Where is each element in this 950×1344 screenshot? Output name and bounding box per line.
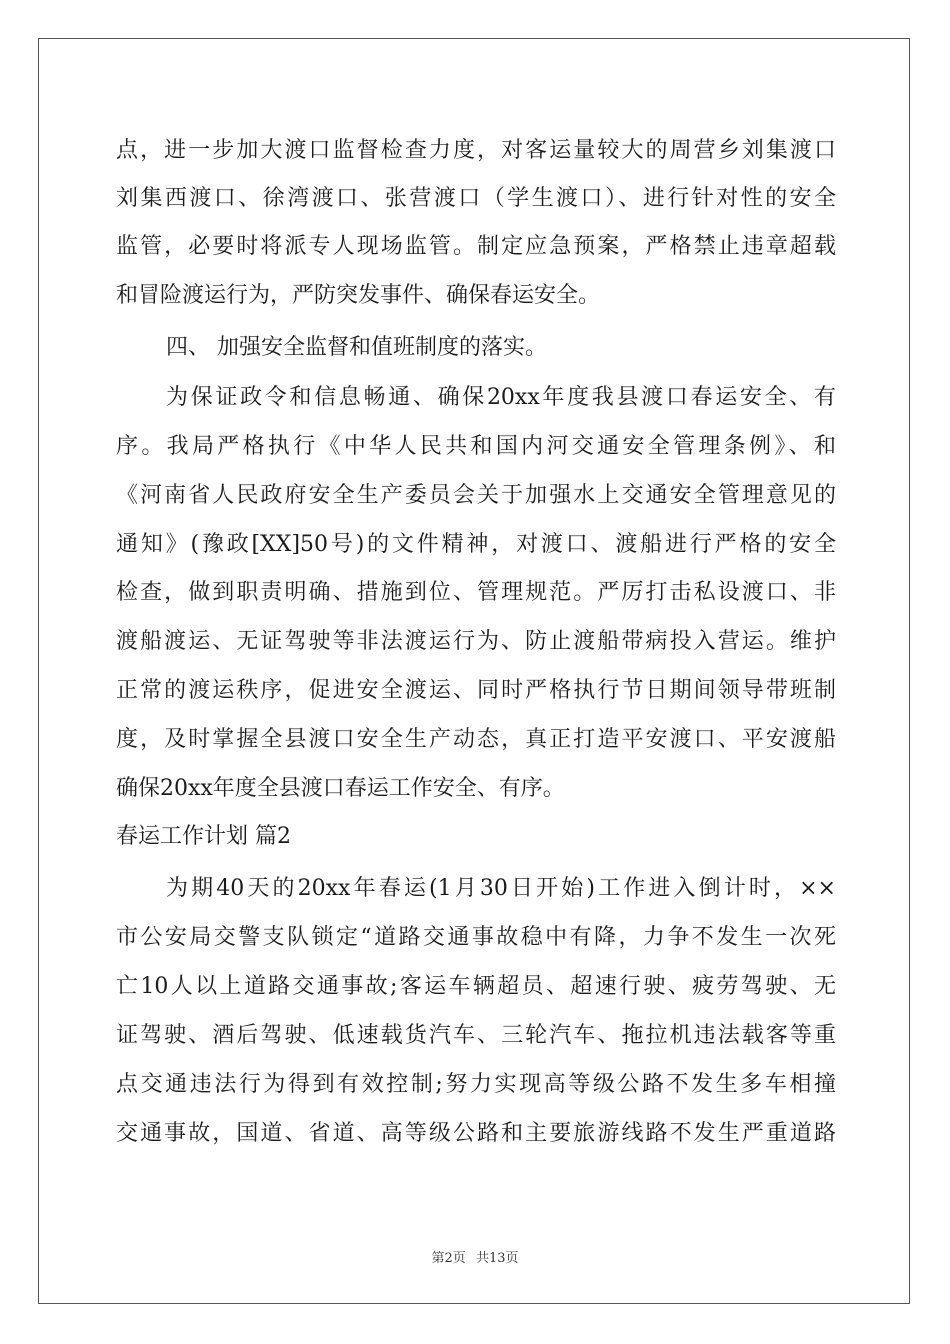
text-line: 点，进一步加大渡口监督检查力度，对客运量较大的周营乡刘集渡口 [116, 138, 836, 163]
text-line: 《河南省人民政府安全生产委员会关于加强水上交通安全管理意见的 [116, 483, 836, 508]
text-line: 为保证政令和信息畅通、确保20xx年度我县渡口春运安全、有 [166, 385, 836, 410]
text-line: 市公安局交警支队锁定“道路交通事故稳中有降，力争不发生一次死 [116, 925, 836, 950]
text-line: 检查，做到职责明确、措施到位、管理规范。严厉打击私设渡口、非 [116, 580, 836, 605]
text-line: 为期40天的20xx年春运(1月30日开始)工作进入倒计时，×× [166, 876, 836, 901]
text-line: 正常的渡运秩序，促进安全渡运、同时严格执行节日期间领导带班制 [116, 678, 836, 703]
page-number: 第2页 [431, 1251, 466, 1266]
text-line: 监管，必要时将派专人现场监管。制定应急预案，严格禁止违章超载 [116, 234, 836, 259]
text-line: 序。我局严格执行《中华人民共和国内河交通安全管理条例》、和 [116, 434, 836, 459]
text-line: 亡10人以上道路交通事故;客运车辆超员、超速行驶、疲劳驾驶、无 [116, 974, 836, 999]
text-line: 交通事故，国道、省道、高等级公路和主要旅游线路不发生严重道路 [116, 1121, 836, 1146]
text-line: 刘集西渡口、徐湾渡口、张营渡口（学生渡口）、进行针对性的安全 [116, 186, 836, 211]
text-line: 点交通违法行为得到有效控制;努力实现高等级公路不发生多车相撞 [116, 1072, 836, 1097]
text-line: 确保20xx年度全县渡口春运工作安全、有序。 [116, 776, 565, 801]
text-line: 证驾驶、酒后驾驶、低速载货汽车、三轮汽车、拖拉机违法载客等重 [116, 1023, 836, 1048]
text-line: 渡船渡运、无证驾驶等非法渡运行为、防止渡船带病投入营运。维护 [116, 629, 836, 654]
section-heading: 四、 加强安全监督和值班制度的落实。 [166, 335, 547, 360]
text-line: 度，及时掌握全县渡口安全生产动态，真正打造平安渡口、平安渡船 [116, 727, 836, 752]
text-line: 通知》(豫政[XX]50号)的文件精神，对渡口、渡船进行严格的安全 [116, 532, 836, 557]
page-total: 共13页 [475, 1251, 519, 1266]
section-title: 春运工作计划 篇2 [116, 824, 291, 849]
text-line: 和冒险渡运行为，严防突发事件、确保春运安全。 [116, 283, 601, 308]
page-footer [0, 1247, 950, 1266]
